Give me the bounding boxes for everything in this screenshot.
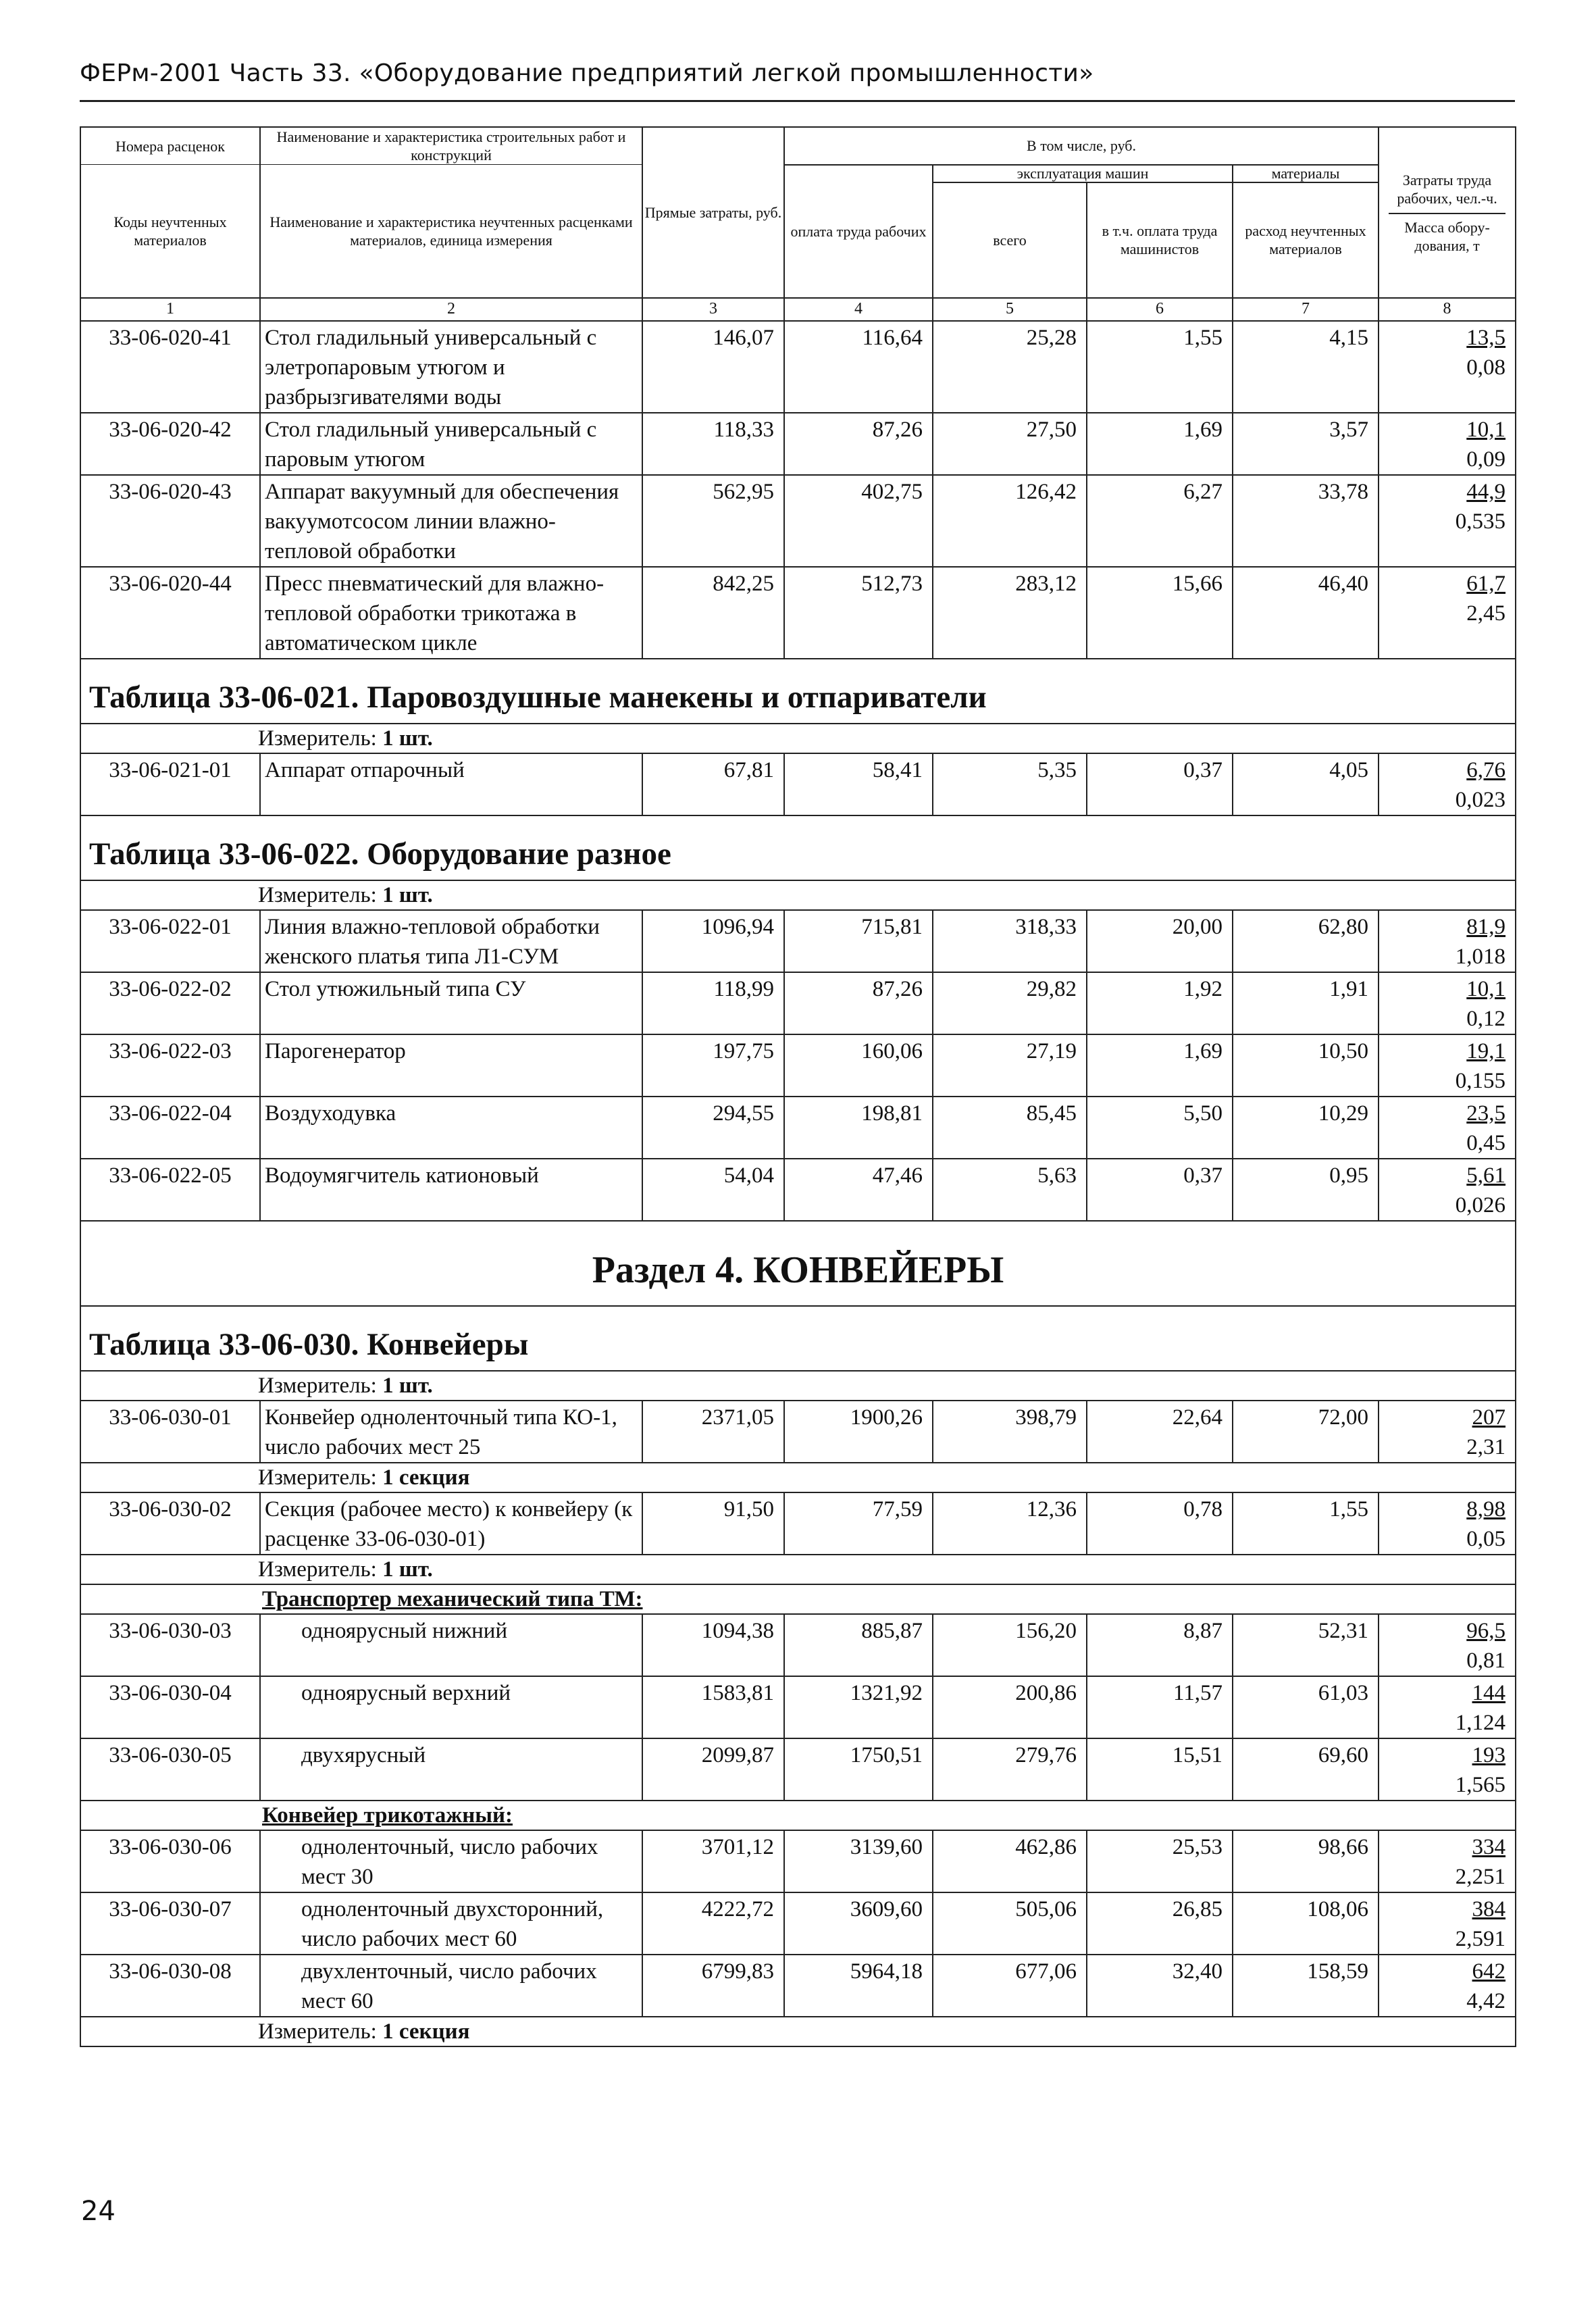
rate-code: 33-06-030-07 bbox=[80, 1892, 260, 1955]
header-including: В том числе, руб. bbox=[784, 127, 1379, 165]
measure-row bbox=[80, 1371, 1516, 1401]
machines-labor: 32,40 bbox=[1087, 1955, 1233, 2017]
header-machines-total: всего bbox=[933, 182, 1087, 299]
labor-costs: 61,7 bbox=[1466, 572, 1506, 596]
machines-total: 5,63 bbox=[933, 1159, 1087, 1221]
machines-labor: 15,51 bbox=[1087, 1738, 1233, 1801]
labor-pay: 47,46 bbox=[784, 1159, 933, 1221]
table-row bbox=[80, 1034, 1516, 1097]
labor-mass-cell bbox=[1379, 1097, 1516, 1159]
labor-costs: 144 bbox=[1472, 1681, 1506, 1705]
col-num-5: 5 bbox=[933, 298, 1087, 321]
labor-pay: 87,26 bbox=[784, 413, 933, 475]
table-row bbox=[80, 1892, 1516, 1955]
materials-consumption: 3,57 bbox=[1233, 413, 1379, 475]
measure-row bbox=[80, 2017, 1516, 2046]
labor-costs: 19,1 bbox=[1466, 1039, 1506, 1063]
machines-total: 318,33 bbox=[933, 910, 1087, 972]
section-title-row bbox=[80, 1221, 1516, 1306]
materials-consumption: 62,80 bbox=[1233, 910, 1379, 972]
labor-pay: 87,26 bbox=[784, 972, 933, 1034]
machines-labor: 0,78 bbox=[1087, 1492, 1233, 1555]
equipment-mass: 0,05 bbox=[1466, 1527, 1506, 1551]
equipment-mass: 1,565 bbox=[1455, 1773, 1506, 1797]
labor-mass-cell bbox=[1379, 567, 1516, 659]
rate-code: 33-06-030-02 bbox=[80, 1492, 260, 1555]
labor-mass-cell bbox=[1379, 1955, 1516, 2017]
labor-costs: 642 bbox=[1472, 1959, 1506, 1984]
equipment-mass: 2,251 bbox=[1455, 1865, 1506, 1889]
materials-consumption: 10,29 bbox=[1233, 1097, 1379, 1159]
machines-labor: 8,87 bbox=[1087, 1614, 1233, 1676]
section-title: Раздел 4. КОНВЕЙЕРЫ bbox=[80, 1221, 1516, 1306]
subheading: Транспортер механический типа ТМ: bbox=[80, 1584, 1516, 1614]
machines-total: 27,19 bbox=[933, 1034, 1087, 1097]
materials-consumption: 158,59 bbox=[1233, 1955, 1379, 2017]
rate-code: 33-06-022-05 bbox=[80, 1159, 260, 1221]
direct-costs: 118,33 bbox=[642, 413, 784, 475]
labor-pay: 3609,60 bbox=[784, 1892, 933, 1955]
measure-value: 1 шт. bbox=[382, 1557, 433, 1582]
rate-code: 33-06-030-06 bbox=[80, 1830, 260, 1892]
table-title-row bbox=[80, 1306, 1516, 1371]
direct-costs: 1583,81 bbox=[642, 1676, 784, 1738]
page-number: 24 bbox=[81, 2196, 115, 2227]
machines-labor: 1,92 bbox=[1087, 972, 1233, 1034]
rate-code: 33-06-030-08 bbox=[80, 1955, 260, 2017]
machines-labor: 15,66 bbox=[1087, 567, 1233, 659]
machines-total: 29,82 bbox=[933, 972, 1087, 1034]
header-row-1 bbox=[80, 127, 1516, 165]
equipment-mass: 2,45 bbox=[1466, 601, 1506, 626]
table-row bbox=[80, 567, 1516, 659]
col-num-2: 2 bbox=[260, 298, 642, 321]
labor-mass-cell bbox=[1379, 1830, 1516, 1892]
direct-costs: 54,04 bbox=[642, 1159, 784, 1221]
materials-consumption: 72,00 bbox=[1233, 1401, 1379, 1463]
equipment-mass: 1,124 bbox=[1455, 1711, 1506, 1735]
machines-labor: 26,85 bbox=[1087, 1892, 1233, 1955]
direct-costs: 294,55 bbox=[642, 1097, 784, 1159]
measure-unit bbox=[80, 724, 1516, 753]
equipment-mass: 0,09 bbox=[1466, 447, 1506, 472]
labor-mass-cell bbox=[1379, 1892, 1516, 1955]
equipment-mass: 0,12 bbox=[1466, 1007, 1506, 1031]
labor-costs: 6,76 bbox=[1466, 758, 1506, 782]
rate-name: Аппарат вакуумный для обеспечения вакуумотсосом линии влажно-тепловой обработки bbox=[260, 475, 642, 567]
equipment-mass: 2,31 bbox=[1466, 1435, 1506, 1459]
direct-costs: 6799,83 bbox=[642, 1955, 784, 2017]
direct-costs: 2099,87 bbox=[642, 1738, 784, 1801]
labor-pay: 885,87 bbox=[784, 1614, 933, 1676]
materials-consumption: 33,78 bbox=[1233, 475, 1379, 567]
machines-total: 505,06 bbox=[933, 1892, 1087, 1955]
measure-label: Измеритель: bbox=[258, 726, 377, 751]
subheading-row bbox=[80, 1584, 1516, 1614]
labor-costs: 207 bbox=[1472, 1405, 1506, 1430]
rate-name: Стол утюжильный типа СУ bbox=[260, 972, 642, 1034]
col-num-1: 1 bbox=[80, 298, 260, 321]
labor-costs: 5,61 bbox=[1466, 1163, 1506, 1188]
equipment-mass: 2,591 bbox=[1455, 1927, 1506, 1951]
header-material-name: Наименование и характеристика неучтенных расценками материалов, единица измерения bbox=[260, 165, 642, 299]
equipment-mass: 4,42 bbox=[1466, 1989, 1506, 2013]
rate-code: 33-06-022-03 bbox=[80, 1034, 260, 1097]
document-header: ФЕРм-2001 Часть 33. «Оборудование предприятий легкой промышленности» bbox=[80, 59, 1094, 87]
table-title: Таблица 33-06-022. Оборудование разное bbox=[80, 815, 1516, 880]
machines-labor: 22,64 bbox=[1087, 1401, 1233, 1463]
equipment-mass: 0,08 bbox=[1466, 355, 1506, 380]
machines-labor: 6,27 bbox=[1087, 475, 1233, 567]
header-equipment-mass: Масса обору-дования, т bbox=[1404, 218, 1490, 254]
header-labor-costs: Затраты труда рабочих, чел.-ч. bbox=[1397, 171, 1497, 207]
labor-mass-cell bbox=[1379, 1159, 1516, 1221]
labor-costs: 10,1 bbox=[1466, 977, 1506, 1001]
machines-labor: 20,00 bbox=[1087, 910, 1233, 972]
labor-pay: 3139,60 bbox=[784, 1830, 933, 1892]
direct-costs: 91,50 bbox=[642, 1492, 784, 1555]
direct-costs: 4222,72 bbox=[642, 1892, 784, 1955]
measure-label: Измеритель: bbox=[258, 1465, 377, 1490]
labor-costs: 96,5 bbox=[1466, 1619, 1506, 1643]
measure-unit bbox=[80, 880, 1516, 910]
machines-labor: 1,69 bbox=[1087, 413, 1233, 475]
rate-name: Стол гладильный универсальный с элетропаровым утюгом и разбрызгивателями воды bbox=[260, 321, 642, 413]
rate-code: 33-06-022-01 bbox=[80, 910, 260, 972]
measure-label: Измеритель: bbox=[258, 2019, 377, 2044]
table-title-row bbox=[80, 815, 1516, 880]
direct-costs: 118,99 bbox=[642, 972, 784, 1034]
materials-consumption: 69,60 bbox=[1233, 1738, 1379, 1801]
labor-costs: 10,1 bbox=[1466, 418, 1506, 442]
col-num-7: 7 bbox=[1233, 298, 1379, 321]
rate-code: 33-06-020-41 bbox=[80, 321, 260, 413]
equipment-mass: 0,026 bbox=[1455, 1193, 1506, 1217]
direct-costs: 197,75 bbox=[642, 1034, 784, 1097]
rate-code: 33-06-022-02 bbox=[80, 972, 260, 1034]
equipment-mass: 0,535 bbox=[1455, 509, 1506, 534]
materials-consumption: 4,05 bbox=[1233, 753, 1379, 815]
measure-unit bbox=[80, 1463, 1516, 1492]
equipment-mass: 1,018 bbox=[1455, 945, 1506, 969]
table-title: Таблица 33-06-030. Конвейеры bbox=[80, 1306, 1516, 1371]
table-row bbox=[80, 1492, 1516, 1555]
rate-code: 33-06-020-43 bbox=[80, 475, 260, 567]
labor-mass-cell bbox=[1379, 1034, 1516, 1097]
labor-mass-cell bbox=[1379, 1738, 1516, 1801]
measure-value: 1 секция bbox=[382, 2019, 470, 2044]
rate-code: 33-06-030-01 bbox=[80, 1401, 260, 1463]
measure-row bbox=[80, 724, 1516, 753]
measure-label: Измеритель: bbox=[258, 883, 377, 907]
materials-consumption: 52,31 bbox=[1233, 1614, 1379, 1676]
table-row bbox=[80, 1097, 1516, 1159]
col-num-6: 6 bbox=[1087, 298, 1233, 321]
rate-name: Линия влажно-тепловой обработки женского платья типа Л1-СУМ bbox=[260, 910, 642, 972]
measure-value: 1 шт. bbox=[382, 1374, 433, 1398]
col-num-8: 8 bbox=[1379, 298, 1516, 321]
measure-label: Измеритель: bbox=[258, 1374, 377, 1398]
rate-code: 33-06-030-05 bbox=[80, 1738, 260, 1801]
header-rate-numbers: Номера расценок bbox=[80, 127, 260, 165]
direct-costs: 2371,05 bbox=[642, 1401, 784, 1463]
table-row bbox=[80, 475, 1516, 567]
labor-pay: 1321,92 bbox=[784, 1676, 933, 1738]
machines-total: 27,50 bbox=[933, 413, 1087, 475]
table-row bbox=[80, 321, 1516, 413]
machines-total: 12,36 bbox=[933, 1492, 1087, 1555]
subheading-row bbox=[80, 1801, 1516, 1830]
labor-pay: 1750,51 bbox=[784, 1738, 933, 1801]
rate-code: 33-06-020-42 bbox=[80, 413, 260, 475]
table-row bbox=[80, 1401, 1516, 1463]
measure-value: 1 шт. bbox=[382, 726, 433, 751]
rate-name: двухленточный, число рабочих мест 60 bbox=[260, 1955, 642, 2017]
labor-mass-cell bbox=[1379, 413, 1516, 475]
labor-pay: 715,81 bbox=[784, 910, 933, 972]
labor-pay: 58,41 bbox=[784, 753, 933, 815]
header-row-2 bbox=[80, 165, 1516, 182]
labor-mass-cell bbox=[1379, 1492, 1516, 1555]
rates-table bbox=[80, 126, 1516, 2047]
rate-name: одноленточный, число рабочих мест 30 bbox=[260, 1830, 642, 1892]
rate-name: Конвейер одноленточный типа КО-1, число рабочих мест 25 bbox=[260, 1401, 642, 1463]
table-row bbox=[80, 1159, 1516, 1221]
rate-code: 33-06-021-01 bbox=[80, 753, 260, 815]
labor-mass-cell bbox=[1379, 1614, 1516, 1676]
equipment-mass: 0,45 bbox=[1466, 1131, 1506, 1155]
table-title-row bbox=[80, 659, 1516, 724]
materials-consumption: 1,91 bbox=[1233, 972, 1379, 1034]
labor-pay: 5964,18 bbox=[784, 1955, 933, 2017]
column-number-row bbox=[80, 298, 1516, 321]
machines-total: 200,86 bbox=[933, 1676, 1087, 1738]
machines-total: 156,20 bbox=[933, 1614, 1087, 1676]
labor-pay: 512,73 bbox=[784, 567, 933, 659]
labor-mass-cell bbox=[1379, 972, 1516, 1034]
header-materials: материалы bbox=[1233, 165, 1379, 182]
machines-total: 126,42 bbox=[933, 475, 1087, 567]
rate-name: Стол гладильный универсальный с паровым утюгом bbox=[260, 413, 642, 475]
machines-total: 462,86 bbox=[933, 1830, 1087, 1892]
labor-pay: 1900,26 bbox=[784, 1401, 933, 1463]
materials-consumption: 61,03 bbox=[1233, 1676, 1379, 1738]
labor-costs: 44,9 bbox=[1466, 480, 1506, 504]
header-machines-incl: в т.ч. оплата труда машинистов bbox=[1087, 182, 1233, 299]
header-materials-consumption: расход неучтенных материалов bbox=[1233, 182, 1379, 299]
rate-name: Парогенератор bbox=[260, 1034, 642, 1097]
rate-code: 33-06-022-04 bbox=[80, 1097, 260, 1159]
header-labor-pay: оплата труда рабочих bbox=[784, 165, 933, 299]
machines-labor: 25,53 bbox=[1087, 1830, 1233, 1892]
rate-name: одноленточный двухсторонний, число рабочих мест 60 bbox=[260, 1892, 642, 1955]
measure-row bbox=[80, 880, 1516, 910]
machines-total: 398,79 bbox=[933, 1401, 1087, 1463]
table-row bbox=[80, 413, 1516, 475]
table-row bbox=[80, 1614, 1516, 1676]
machines-total: 25,28 bbox=[933, 321, 1087, 413]
labor-mass-cell bbox=[1379, 1401, 1516, 1463]
header-labor-mass bbox=[1379, 127, 1516, 298]
machines-total: 677,06 bbox=[933, 1955, 1087, 2017]
labor-costs: 8,98 bbox=[1466, 1497, 1506, 1521]
machines-total: 279,76 bbox=[933, 1738, 1087, 1801]
machines-total: 5,35 bbox=[933, 753, 1087, 815]
header-rule bbox=[80, 100, 1515, 102]
equipment-mass: 0,81 bbox=[1466, 1649, 1506, 1673]
labor-mass-cell bbox=[1379, 475, 1516, 567]
machines-labor: 1,55 bbox=[1087, 321, 1233, 413]
materials-consumption: 4,15 bbox=[1233, 321, 1379, 413]
machines-labor: 5,50 bbox=[1087, 1097, 1233, 1159]
measure-value: 1 шт. bbox=[382, 883, 433, 907]
machines-labor: 1,69 bbox=[1087, 1034, 1233, 1097]
direct-costs: 562,95 bbox=[642, 475, 784, 567]
rate-code: 33-06-030-04 bbox=[80, 1676, 260, 1738]
labor-costs: 193 bbox=[1472, 1743, 1506, 1767]
direct-costs: 1096,94 bbox=[642, 910, 784, 972]
table-title: Таблица 33-06-021. Паровоздушные манекены и отпариватели bbox=[80, 659, 1516, 724]
equipment-mass: 0,023 bbox=[1455, 788, 1506, 812]
rate-code: 33-06-030-03 bbox=[80, 1614, 260, 1676]
measure-unit bbox=[80, 1371, 1516, 1401]
labor-costs: 334 bbox=[1472, 1835, 1506, 1859]
direct-costs: 842,25 bbox=[642, 567, 784, 659]
labor-pay: 77,59 bbox=[784, 1492, 933, 1555]
table-row bbox=[80, 1676, 1516, 1738]
direct-costs: 1094,38 bbox=[642, 1614, 784, 1676]
rate-name: Секция (рабочее место) к конвейеру (к расценке 33-06-030-01) bbox=[260, 1492, 642, 1555]
measure-label: Измеритель: bbox=[258, 1557, 377, 1582]
labor-mass-cell bbox=[1379, 321, 1516, 413]
labor-pay: 116,64 bbox=[784, 321, 933, 413]
machines-total: 283,12 bbox=[933, 567, 1087, 659]
measure-value: 1 секция bbox=[382, 1465, 470, 1490]
measure-unit bbox=[80, 1555, 1516, 1584]
rate-name: Водоумягчитель катионовый bbox=[260, 1159, 642, 1221]
machines-total: 85,45 bbox=[933, 1097, 1087, 1159]
table-row bbox=[80, 1955, 1516, 2017]
machines-labor: 0,37 bbox=[1087, 753, 1233, 815]
materials-consumption: 46,40 bbox=[1233, 567, 1379, 659]
table-row bbox=[80, 1738, 1516, 1801]
rate-name: одноярусный нижний bbox=[260, 1614, 642, 1676]
labor-mass-cell bbox=[1379, 910, 1516, 972]
table-row bbox=[80, 910, 1516, 972]
labor-mass-cell bbox=[1379, 1676, 1516, 1738]
rate-name: одноярусный верхний bbox=[260, 1676, 642, 1738]
rate-name: Воздуходувка bbox=[260, 1097, 642, 1159]
direct-costs: 3701,12 bbox=[642, 1830, 784, 1892]
labor-costs: 13,5 bbox=[1466, 326, 1506, 350]
labor-costs: 23,5 bbox=[1466, 1101, 1506, 1126]
table-row bbox=[80, 753, 1516, 815]
rate-name: Аппарат отпарочный bbox=[260, 753, 642, 815]
labor-pay: 198,81 bbox=[784, 1097, 933, 1159]
col-num-3: 3 bbox=[642, 298, 784, 321]
header-material-codes: Коды неучтенных материалов bbox=[80, 165, 260, 299]
materials-consumption: 0,95 bbox=[1233, 1159, 1379, 1221]
labor-costs: 81,9 bbox=[1466, 915, 1506, 939]
table-row bbox=[80, 972, 1516, 1034]
table-row bbox=[80, 1830, 1516, 1892]
header-direct-costs: Прямые затраты, руб. bbox=[642, 127, 784, 298]
header-work-name: Наименование и характеристика строительных работ и конструкций bbox=[260, 127, 642, 165]
measure-row bbox=[80, 1555, 1516, 1584]
direct-costs: 146,07 bbox=[642, 321, 784, 413]
labor-pay: 402,75 bbox=[784, 475, 933, 567]
header-machines: эксплуатация машин bbox=[933, 165, 1233, 182]
rate-name: Пресс пневматический для влажно-тепловой обработки трикотажа в автоматическом цикле bbox=[260, 567, 642, 659]
materials-consumption: 10,50 bbox=[1233, 1034, 1379, 1097]
labor-costs: 384 bbox=[1472, 1897, 1506, 1921]
equipment-mass: 0,155 bbox=[1455, 1069, 1506, 1093]
labor-mass-cell bbox=[1379, 753, 1516, 815]
subheading: Конвейер трикотажный: bbox=[80, 1801, 1516, 1830]
labor-pay: 160,06 bbox=[784, 1034, 933, 1097]
rate-name: двухярусный bbox=[260, 1738, 642, 1801]
header-labor-mass-divider bbox=[1389, 213, 1505, 214]
rate-code: 33-06-020-44 bbox=[80, 567, 260, 659]
direct-costs: 67,81 bbox=[642, 753, 784, 815]
materials-consumption: 98,66 bbox=[1233, 1830, 1379, 1892]
materials-consumption: 108,06 bbox=[1233, 1892, 1379, 1955]
measure-unit bbox=[80, 2017, 1516, 2046]
machines-labor: 11,57 bbox=[1087, 1676, 1233, 1738]
machines-labor: 0,37 bbox=[1087, 1159, 1233, 1221]
materials-consumption: 1,55 bbox=[1233, 1492, 1379, 1555]
measure-row bbox=[80, 1463, 1516, 1492]
col-num-4: 4 bbox=[784, 298, 933, 321]
